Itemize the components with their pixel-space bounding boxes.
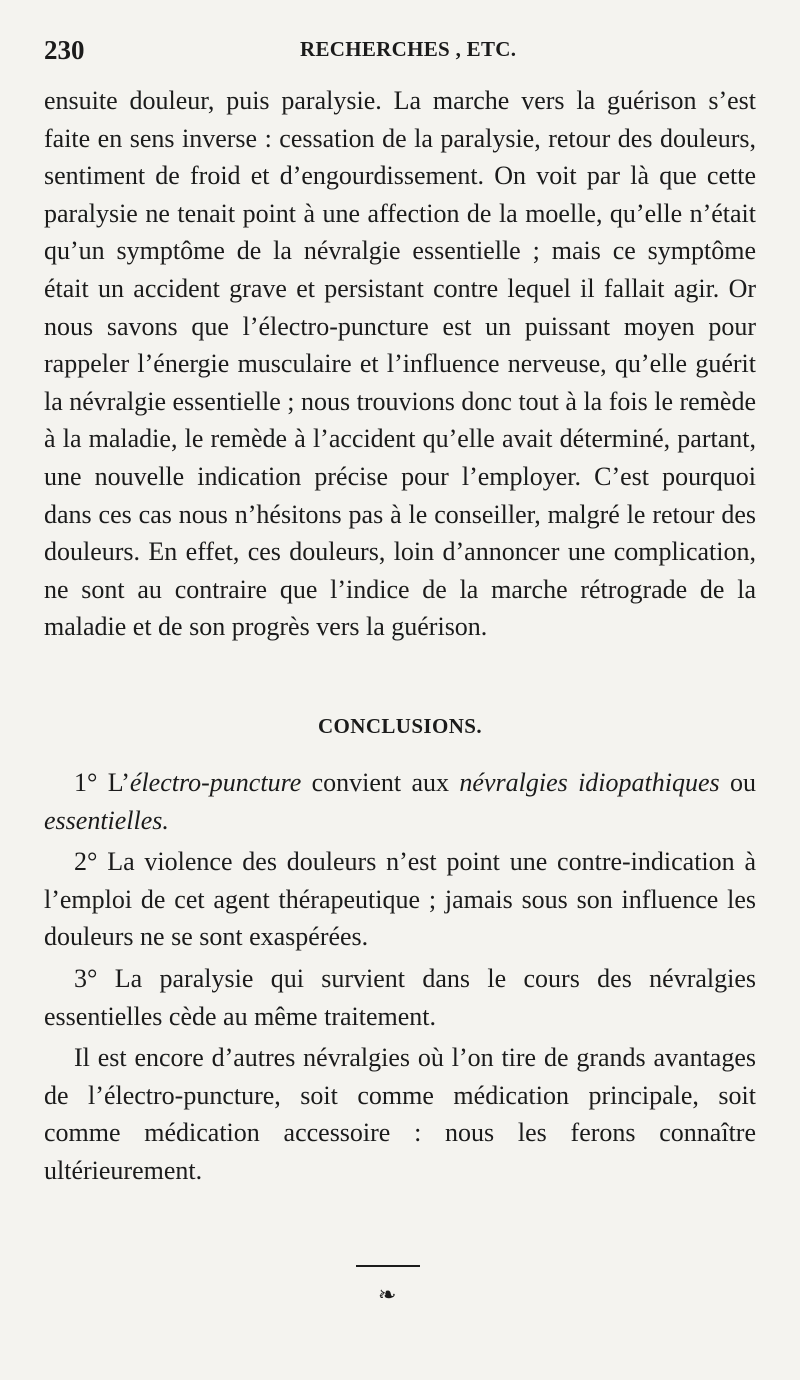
end-rule xyxy=(356,1265,420,1267)
body-text xyxy=(44,82,756,646)
closing-paragraph: Il est encore d’autres névralgies où l’on tire de grands avantages de l’électro-puncture, soit comme médication principale, soit comme médication accessoire : nous les ferons connaître ultérieurement. xyxy=(44,1043,756,1185)
conclusions-heading: CONCLUSIONS. xyxy=(317,714,483,738)
conclusion-item-1-term3: essentielles. xyxy=(44,805,169,835)
page-number: 230 xyxy=(44,35,85,65)
running-head: RECHERCHES , ETC. xyxy=(300,37,517,61)
conclusion-item-1-text2: ou xyxy=(719,768,756,797)
conclusion-item-1-text: convient aux xyxy=(301,768,460,797)
conclusion-item-1-article: L’ xyxy=(107,768,130,797)
conclusion-item-2: 2° La violence des douleurs n’est point une contre-indication à l’emploi de cet agent thérapeutique ; jamais sous son influence les douleurs ne se sont exaspérées. xyxy=(44,847,756,952)
conclusions-list xyxy=(44,764,756,1190)
conclusion-item-1 xyxy=(44,764,756,839)
conclusion-item-1-term: électro-puncture xyxy=(129,768,302,797)
body-paragraph: ensuite douleur, puis paralysie. La marche vers la guérison s’est faite en sens inverse : cessation de la paralysie, retour des douleurs, sentiment de froid et d’engourdissement. On voit par là que cette paralysie ne tenait point à une affection de la moelle, qu’elle n’était qu’un symptôme de la névralgie essentielle ; mais ce symptôme était un accident grave et persistant contre lequel il fallait agir. Or nous savons que l’électro-puncture est un puissant moyen pour rappeler l’énergie musculaire et l’influence nerveuse, qu’elle guérit la névralgie essentielle ; nous trouvions donc tout à la fois le remède à la maladie, le remède à l’accident qu’elle avait déterminé, partant, une nouvelle indication précise pour l’employer. C’est pourquoi dans ces cas nous n’hésitons pas à le conseiller, malgré le retour des douleurs. En effet, ces douleurs, loin d’annoncer une complication, ne sont au contraire que l’indice de la marche rétrograde de la maladie et de son progrès vers la guérison. xyxy=(44,86,756,642)
end-ornament-icon: ❧ xyxy=(378,1282,397,1307)
conclusion-item-1-term2: névralgies idiopathiques xyxy=(459,768,720,797)
conclusion-item-3: 3° La paralysie qui survient dans le cours des névralgies essentielles cède au même traitement. xyxy=(44,963,756,1031)
conclusion-item-1-number: 1° xyxy=(74,768,98,797)
